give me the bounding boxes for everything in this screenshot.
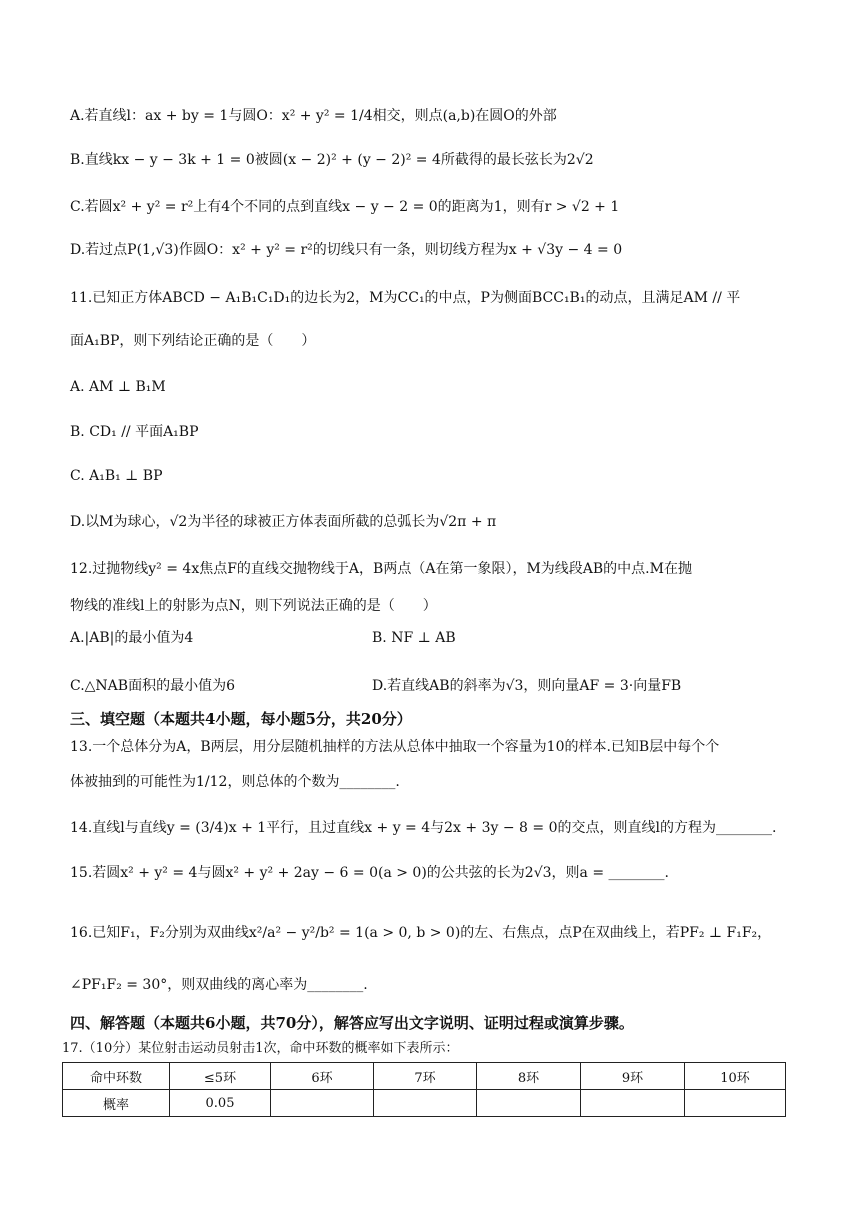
question-12-stem-line1: 12.过抛物线y² = 4x焦点F的直线交抛物线于A，B两点（A在第一象限），M为线段AB的中点.M在抛 (70, 561, 692, 577)
question-12-stem-line2: 物线的准线l上的射影为点N，则下列说法正确的是（ ） (70, 598, 437, 614)
option-12b: B. NF ⊥ AB (372, 630, 456, 646)
section-4-title: 四、解答题（本题共6小题，共70分），解答应写出文字说明、证明过程或演算步骤。 (70, 1014, 634, 1032)
option-10c: C.若圆x² + y² = r²上有4个不同的点到直线x − y − 2 = 0的距离为1，则有r > √2 + 1 (70, 199, 620, 215)
question-11-stem-line1: 11.已知正方体ABCD − A₁B₁C₁D₁的边长为2，M为CC₁的中点，P为侧面BCC₁B₁的动点，且满足AM // 平 (70, 290, 741, 306)
table-cell: 10环 (685, 1063, 786, 1090)
table-cell: 8环 (477, 1063, 581, 1090)
table-cell: 7环 (374, 1063, 477, 1090)
table-cell (271, 1090, 374, 1117)
table-cell: 概率 (63, 1090, 170, 1117)
option-11d: D.以M为球心，√2为半径的球被正方体表面所截的总弧长为√2π + π (70, 514, 497, 530)
option-10a: A.若直线l：ax + by = 1与圆O：x² + y² = 1/4相交，则点(a,b)在圆O的外部 (70, 108, 557, 124)
question-13-line1: 13.一个总体分为A，B两层，用分层随机抽样的方法从总体中抽取一个容量为10的样本.已知B层中每个个 (70, 739, 720, 755)
option-11b: B. CD₁ // 平面A₁BP (70, 424, 199, 440)
table-cell: ≤5环 (170, 1063, 271, 1090)
section-3-title: 三、填空题（本题共4小题，每小题5分，共20分） (70, 710, 412, 728)
table-cell (685, 1090, 786, 1117)
question-14: 14.直线l与直线y = (3/4)x + 1平行，且过直线x + y = 4与2x + 3y − 8 = 0的交点，则直线l的方程为________. (70, 820, 777, 836)
table-cell (581, 1090, 685, 1117)
option-12d: D.若直线AB的斜率为√3，则向量AF = 3·向量FB (372, 678, 682, 694)
question-16-line1: 16.已知F₁，F₂分别为双曲线x²/a² − y²/b² = 1(a > 0, b > 0)的左、右焦点，点P在双曲线上，若PF₂ ⊥ F₁F₂， (70, 925, 772, 941)
option-12a: A.|AB|的最小值为4 (70, 630, 194, 646)
table-cell (374, 1090, 477, 1117)
question-11-stem-line2: 面A₁BP，则下列结论正确的是（ ） (70, 333, 316, 349)
question-16-line2: ∠PF₁F₂ = 30°，则双曲线的离心率为________. (70, 977, 368, 993)
question-17-intro: 17.（10分）某位射击运动员射击1次，命中环数的概率如下表所示： (62, 1041, 459, 1056)
table-cell: 6环 (271, 1063, 374, 1090)
option-10b: B.直线kx − y − 3k + 1 = 0被圆(x − 2)² + (y − 2)² = 4所截得的最长弦长为2√2 (70, 152, 594, 168)
table-cell: 0.05 (170, 1090, 271, 1117)
option-11a: A. AM ⊥ B₁M (70, 379, 166, 395)
table-header-row (63, 1063, 786, 1090)
table-cell (477, 1090, 581, 1117)
option-10d: D.若过点P(1,√3)作圆O：x² + y² = r²的切线只有一条，则切线方程为x + √3y − 4 = 0 (70, 242, 623, 258)
probability-table (62, 1062, 786, 1117)
option-12c: C.△NAB面积的最小值为6 (70, 678, 235, 694)
question-13-line2: 体被抽到的可能性为1/12，则总体的个数为________. (70, 774, 400, 790)
table-cell: 命中环数 (63, 1063, 170, 1090)
option-11c: C. A₁B₁ ⊥ BP (70, 468, 163, 484)
question-15: 15.若圆x² + y² = 4与圆x² + y² + 2ay − 6 = 0(a > 0)的公共弦的长为2√3，则a = ________. (70, 865, 669, 881)
table-row (63, 1090, 786, 1117)
table-cell: 9环 (581, 1063, 685, 1090)
